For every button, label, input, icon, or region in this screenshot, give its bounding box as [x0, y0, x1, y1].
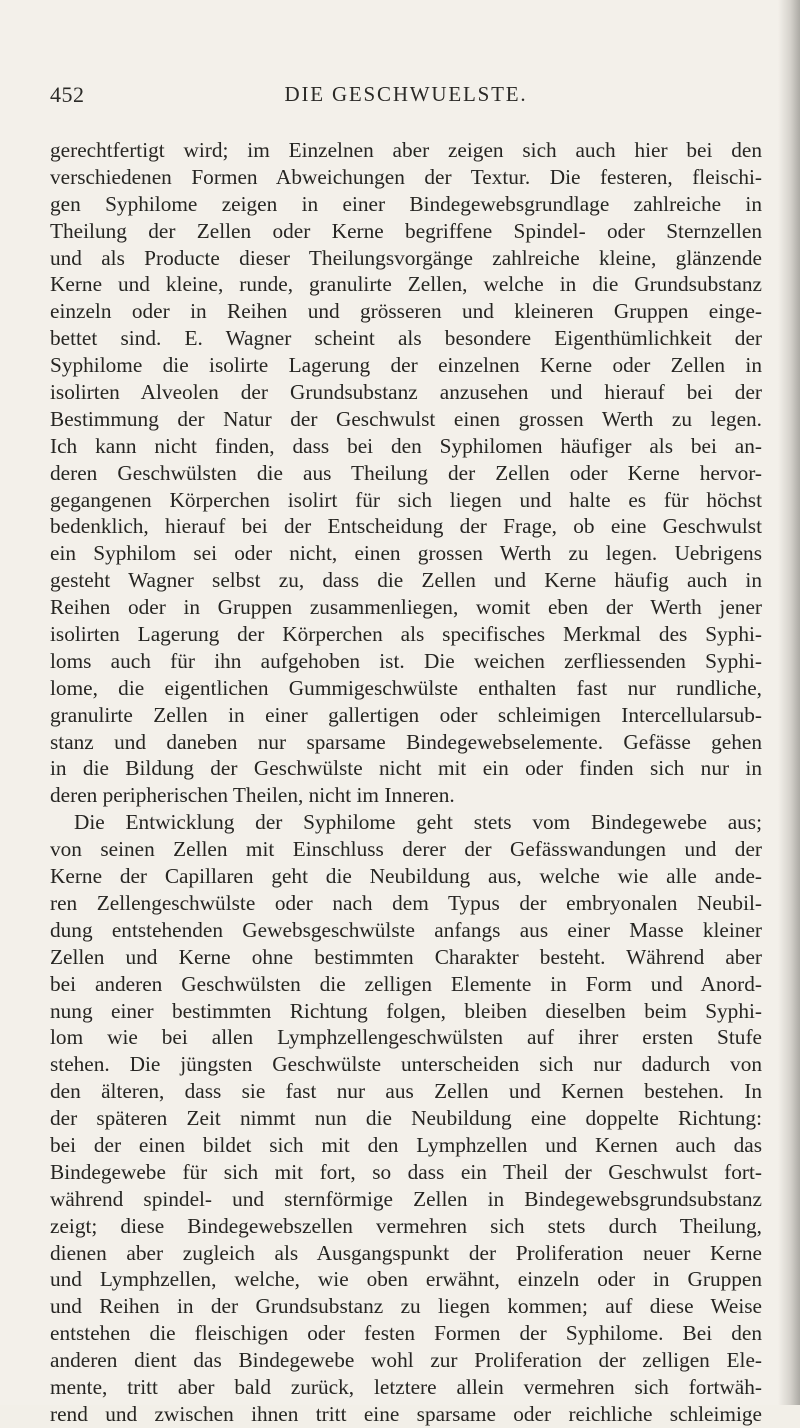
text-line: loms auch für ihn aufgehoben ist. Die weichen zerfliessenden Syphi- — [50, 648, 762, 673]
text-line: gesteht Wagner selbst zu, dass die Zellen und Kerne häufig auch in — [50, 568, 762, 593]
text-line: gegangenen Körperchen isolirt für sich liegen und halte es für höchst — [50, 487, 762, 512]
paragraph-end-line: deren peripherischen Theilen, nicht im Inneren. — [50, 783, 455, 808]
body-text — [50, 137, 762, 1428]
text-line: lom wie bei allen Lymphzellengeschwülsten auf ihrer ersten Stufe — [50, 1025, 762, 1050]
text-line: dienen aber zugleich als Ausgangspunkt der Proliferation neuer Kerne — [50, 1240, 762, 1265]
text-line: nung einer bestimmten Richtung folgen, bleiben dieselben beim Syphi- — [50, 998, 762, 1023]
text-line: isolirten Lagerung der Körperchen als specifisches Merkmal des Syphi- — [50, 622, 762, 647]
text-line: der späteren Zeit nimmt nun die Neubildung eine doppelte Richtung: — [50, 1106, 762, 1131]
text-line: verschiedenen Formen Abweichungen der Textur. Die festeren, fleischi- — [50, 164, 762, 189]
running-title: DIE GESCHWUELSTE. — [284, 82, 528, 106]
text-line: Kerne und kleine, runde, granulirte Zellen, welche in die Grundsubstanz — [50, 272, 762, 297]
text-line: und als Producte dieser Theilungsvorgänge zahlreiche kleine, glänzende — [50, 245, 762, 270]
text-line: Kerne der Capillaren geht die Neubildung aus, welche wie alle ande- — [50, 864, 762, 889]
text-line: lome, die eigentlichen Gummigeschwülste enthalten fast nur rundliche, — [50, 675, 762, 700]
text-line: anderen dient das Bindegewebe wohl zur Proliferation der zelligen Ele- — [50, 1348, 762, 1373]
text-line: den älteren, dass sie fast nur aus Zellen und Kernen bestehen. In — [50, 1079, 762, 1104]
text-line: und Lymphzellen, welche, wie oben erwähnt, einzeln oder in Gruppen — [50, 1267, 762, 1292]
text-line: Reihen oder in Gruppen zusammenliegen, womit eben der Werth jener — [50, 595, 762, 620]
text-line: bei der einen bildet sich mit den Lymphzellen und Kernen auch das — [50, 1132, 762, 1157]
text-line: stehen. Die jüngsten Geschwülste unterscheiden sich nur dadurch von — [50, 1052, 762, 1077]
text-line: isolirten Alveolen der Grundsubstanz anzusehen und hierauf bei der — [50, 380, 762, 405]
text-line: dung entstehenden Gewebsgeschwülste anfangs aus einer Masse kleiner — [50, 917, 762, 942]
text-line: in die Bildung der Geschwülste nicht mit ein oder finden sich nur in — [50, 756, 762, 781]
text-line: Ich kann nicht finden, dass bei den Syphilomen häufiger als bei an- — [50, 433, 762, 458]
text-line: von seinen Zellen mit Einschluss derer der Gefässwandungen und der — [50, 837, 762, 862]
text-line: ren Zellengeschwülste oder nach dem Typus der embryonalen Neubil- — [50, 890, 762, 915]
text-line: einzeln oder in Reihen und grösseren und kleineren Gruppen einge- — [50, 299, 762, 324]
text-line: zeigt; diese Bindegewebszellen vermehren sich stets durch Theilung, — [50, 1213, 762, 1238]
page-header — [50, 82, 762, 118]
text-line: rend und zwischen ihnen tritt eine sparsame oder reichliche schleimige — [50, 1401, 762, 1426]
text-line: gerechtfertigt wird; im Einzelnen aber zeigen sich auch hier bei den — [50, 138, 762, 162]
paragraph-start-line: Die Entwicklung der Syphilome geht stets vom Bindegewebe aus; — [74, 810, 762, 835]
text-line: mente, tritt aber bald zurück, letztere allein vermehren sich fortwäh- — [50, 1374, 762, 1399]
text-line: Syphilome die isolirte Lagerung der einzelnen Kerne oder Zellen in — [50, 353, 762, 378]
text-line: bei anderen Geschwülsten die zelligen Elemente in Form und Anord- — [50, 971, 762, 996]
text-line: während spindel- und sternförmige Zellen in Bindegewebsgrundsubstanz — [50, 1186, 762, 1211]
text-line: deren Geschwülsten die aus Theilung der Zellen oder Kerne hervor- — [50, 460, 762, 485]
text-line: Theilung der Zellen oder Kerne begriffene Spindel- oder Sternzellen — [50, 218, 762, 243]
text-line: bedenklich, hierauf bei der Entscheidung der Frage, ob eine Geschwulst — [50, 514, 762, 539]
text-line: granulirte Zellen in einer gallertigen oder schleimigen Intercellularsub- — [50, 702, 762, 727]
text-line: gen Syphilome zeigen in einer Bindegewebsgrundlage zahlreiche in — [50, 191, 762, 216]
text-line: stanz und daneben nur sparsame Bindegewebselemente. Gefässe gehen — [50, 729, 762, 754]
text-line: ein Syphilom sei oder nicht, einen grossen Werth zu legen. Uebrigens — [50, 541, 762, 566]
text-line: Bestimmung der Natur der Geschwulst einen grossen Werth zu legen. — [50, 406, 762, 431]
text-line: entstehen die fleischigen oder festen Formen der Syphilome. Bei den — [50, 1321, 762, 1346]
text-line: bettet sind. E. Wagner scheint als besondere Eigenthümlichkeit der — [50, 326, 762, 351]
text-line: Bindegewebe für sich mit fort, so dass ein Theil der Geschwulst fort- — [50, 1159, 762, 1184]
page-edge-shadow — [778, 0, 800, 1405]
text-line: und Reihen in der Grundsubstanz zu liegen kommen; auf diese Weise — [50, 1294, 762, 1319]
page-number: 452 — [50, 82, 85, 107]
text-line: Zellen und Kerne ohne bestimmten Charakter besteht. Während aber — [50, 944, 762, 969]
